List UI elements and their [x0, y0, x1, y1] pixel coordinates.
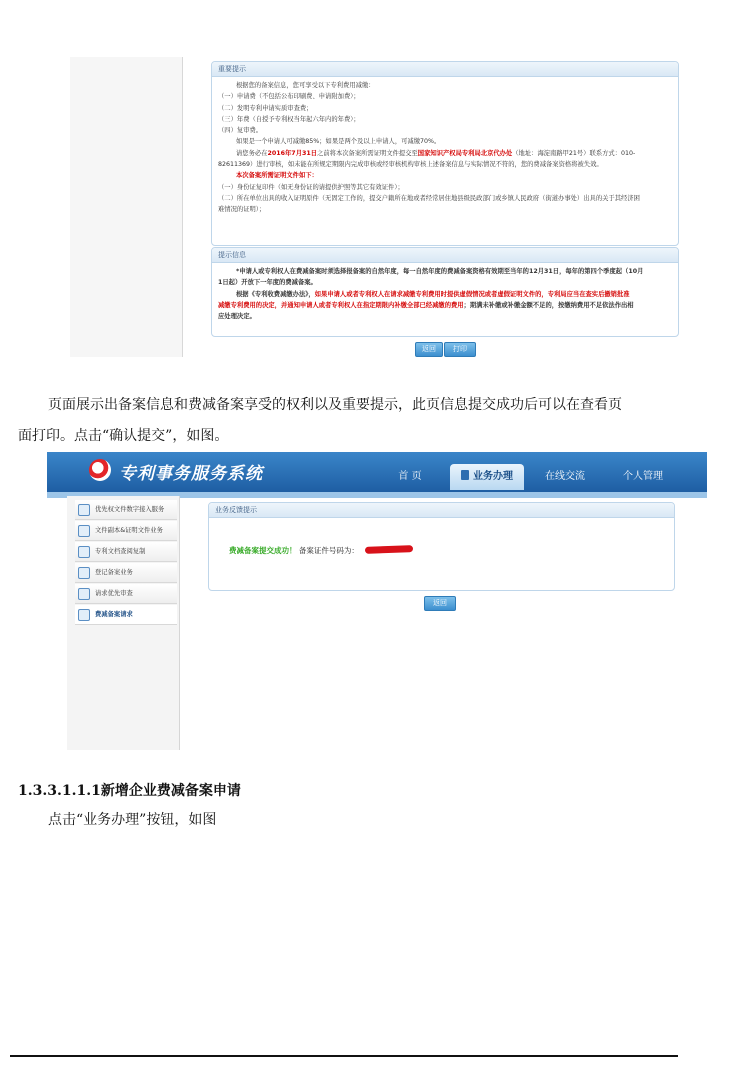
notice-line: （三）年费（自授予专利权当年起六年内的年费）；: [218, 115, 360, 123]
tip-line: *申请人或专利权人在费减备案时须选择报备案的自然年度，每一自然年度的费减备案资格有效期至当年的12月31日，每年的第四个季度起（10月: [236, 268, 644, 275]
sidebar-item-registration[interactable]: 登记备案业务: [75, 563, 177, 583]
panel-title: 业务反馈提示: [209, 503, 674, 518]
books-icon: [78, 546, 90, 558]
clipboard-icon: [461, 470, 469, 480]
panel-title: 重要提示: [212, 62, 678, 77]
paragraph-line: 面打印。点击“确认提交”，如图。: [18, 428, 229, 444]
sidebar-item-priority-review[interactable]: 请求优先审查: [75, 584, 177, 604]
notice-line: （二）发明专利申请实质审查费；: [218, 104, 313, 112]
sidebar-item-priority-doc[interactable]: 优先权文件数字接入服务: [75, 500, 177, 520]
success-text: 费减备案提交成功！: [229, 546, 297, 555]
important-notice-panel: [211, 61, 679, 246]
list-icon: [78, 588, 90, 600]
tip-info-panel: [211, 247, 679, 337]
notice-line: （一）申请费（不包括公布印刷费、申请附加费）；: [218, 93, 360, 101]
sidebar-item-fee-reduction[interactable]: 费减备案请求: [75, 605, 177, 625]
system-title: 专利事务服务系统: [119, 464, 263, 484]
doc-item: （一）身份证复印件（如无身份证的请提供护照等其它有效证件）；: [218, 183, 404, 191]
paragraph-line: 页面展示出备案信息和费减备案享受的权利以及重要提示，此页信息提交成功后可以在查看页: [48, 397, 622, 413]
nav-business-label: 业务办理: [473, 471, 513, 482]
panel-title: 提示信息: [212, 248, 678, 263]
tip-line: 根据《专利收费减缴办法》，如果申请人或者专利权人在请求减缴专利费用时提供虚假情况或者虚假证明文件的，专利局应当在查实后撤销批准: [236, 290, 630, 298]
book-icon: [78, 609, 90, 621]
doc-item: 难情况的证明）；: [218, 206, 266, 214]
footer-rule: [10, 1055, 678, 1057]
crop-icon: [78, 504, 90, 516]
panel-body: [212, 263, 678, 325]
tip-line: 减缴专利费用的决定，并通知申请人或者专利权人在指定期限内补缴全部已经减缴的费用；期满未补缴或补缴金额不足的，按缴纳费用不足依法作出相: [218, 301, 634, 309]
print-button[interactable]: 打印: [444, 342, 476, 357]
left-sidebar-strip: [70, 57, 183, 357]
sidebar-item-doc-copy[interactable]: 文件副本&证明文件业务: [75, 521, 177, 541]
system-logo-icon: [89, 459, 111, 481]
feedback-panel: [208, 502, 675, 591]
sidebar: [67, 496, 180, 750]
docs-title: 本次备案所需证明文件如下：: [236, 172, 318, 180]
notice-line: （四）复审费。: [218, 127, 263, 135]
doc-item: （二）所在单位出具的收入证明原件（无固定工作的，提交户籍所在地或者经常居住地县级民政部门或乡镇人民政府（街道办事处）出具的关于其经济困: [218, 194, 640, 202]
nav-business[interactable]: [450, 464, 524, 490]
sidebar-item-archive-read[interactable]: 专利文档查阅复制: [75, 542, 177, 562]
reduction-note: 如果是一个申请人可减缴85%；如果是两个及以上申请人，可减缴70%。: [236, 138, 441, 146]
form-icon: [78, 567, 90, 579]
paragraph-line: 点击“业务办理”按钮，如图: [48, 812, 217, 828]
tip-line: 1日起）开放下一年度的费减备案。: [218, 279, 317, 287]
deadline-line-2: 82611369）进行审核，如未能在所规定期限内完成审核或经审核机构审核上述备案信息与实际情况不符的，您的费减备案资格将被失效。: [218, 161, 603, 169]
screenshot-submission-success: [47, 452, 707, 750]
back-button[interactable]: 返回: [415, 342, 443, 357]
back-button[interactable]: 返回: [424, 596, 456, 611]
success-message: [229, 545, 359, 556]
deadline-line: 请您务必在2016年7月31日之前将本次备案所需证明文件提交至国家知识产权局专利局北京代办处（地址：海淀南路甲21号）联系方式：010-: [236, 149, 636, 157]
panel-body: [212, 77, 678, 219]
tip-line: 应处理决定。: [218, 313, 256, 321]
screenshot-fee-reduction-notice: [70, 57, 678, 357]
nav-home[interactable]: 首 页: [398, 471, 422, 482]
section-heading: 1.3.3.1.1.1新增企业费减备案申请: [18, 783, 241, 799]
notice-line: 根据您的备案信息，您可享受以下专利费用减缴：: [236, 82, 375, 89]
system-header: [47, 452, 707, 492]
nav-personal[interactable]: 个人管理: [623, 471, 663, 482]
nav-online-chat[interactable]: 在线交流: [545, 471, 585, 482]
cert-label: 备案证件号码为：: [298, 546, 359, 555]
document-icon: [78, 525, 90, 537]
